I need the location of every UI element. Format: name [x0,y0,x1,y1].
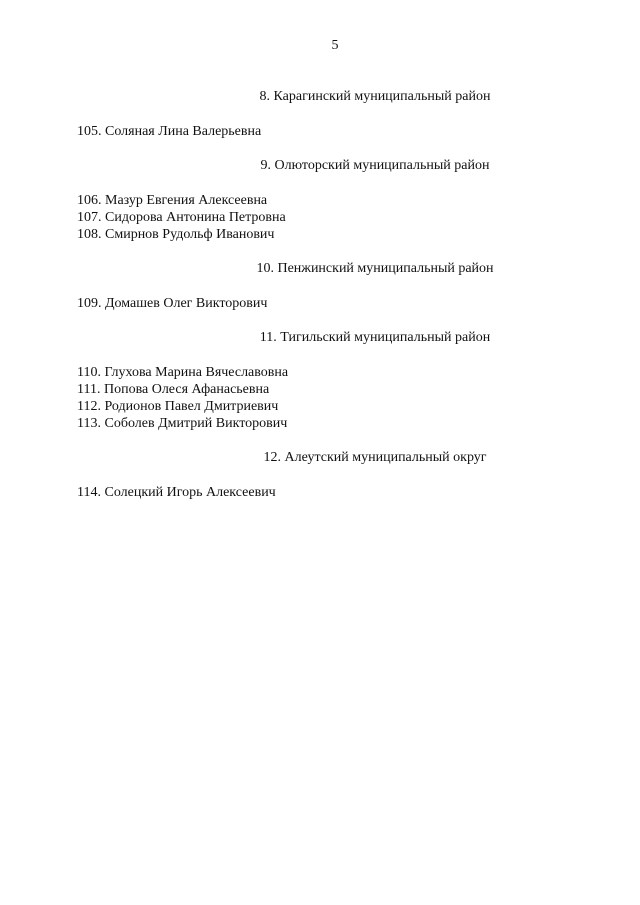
section-heading: 12. Алеутский муниципальный округ [263,450,487,465]
name-list [77,123,597,140]
section-tigilsky [77,330,597,432]
list-item: 114. Солецкий Игорь Алексеевич [77,485,276,500]
name-list [77,484,597,501]
document-content [77,89,597,501]
list-item: 113. Соболев Дмитрий Викторович [77,416,288,431]
list-item: 105. Соляная Лина Валерьевна [77,124,262,139]
section-heading: 11. Тигильский муниципальный район [259,330,491,345]
section-heading: 9. Олюторский муниципальный район [260,158,490,173]
name-list [77,192,597,243]
list-item: 111. Попова Олеся Афанасьевна [77,382,270,397]
list-item: 112. Родионов Павел Дмитриевич [77,399,279,414]
name-list [77,295,597,312]
section-heading: 8. Карагинский муниципальный район [259,89,491,104]
list-item: 110. Глухова Марина Вячеславовна [77,365,289,380]
section-penzhinsky [77,261,597,312]
list-item: 106. Мазур Евгения Алексеевна [77,193,268,208]
list-item: 109. Домашев Олег Викторович [77,296,268,311]
section-heading: 10. Пенжинский муниципальный район [256,261,494,276]
list-item: 107. Сидорова Антонина Петровна [77,210,286,225]
list-item: 108. Смирнов Рудольф Иванович [77,227,275,242]
section-karaginsky [77,89,597,140]
section-aleutsky [77,450,597,501]
page-number: 5 [331,38,339,53]
name-list [77,364,597,432]
section-olyutorsky [77,158,597,243]
